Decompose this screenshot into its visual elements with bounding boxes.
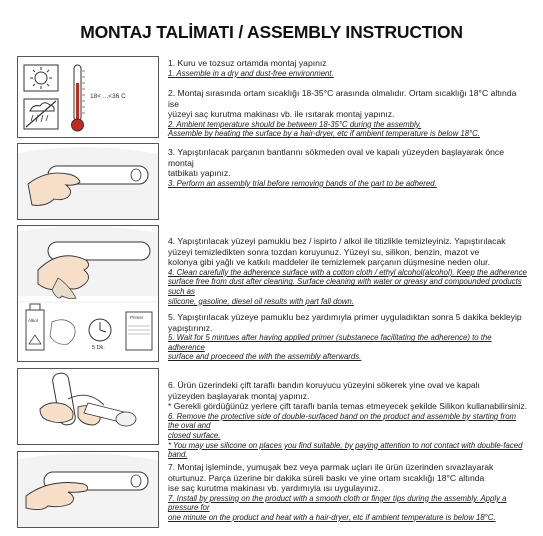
step-4-tr-line: yüzeyi temizledikten sonra tozdan koruyunuz. Yüzeyi su, silikon, benzin, mazot ve — [168, 246, 480, 257]
alcohol-bottle-icon — [26, 304, 44, 350]
figure-press-install — [17, 451, 159, 528]
step-3 — [168, 147, 528, 188]
figure-trial-fit — [17, 143, 159, 220]
step-7 — [168, 462, 528, 523]
thermometer-icon — [72, 65, 86, 131]
step-4-tr-line: 4. Yapıştırılacak yüzeyi pamuklu bez / ispirto / alkol ile titizlikle temizleyiniz. Yapıştırılacak — [168, 236, 506, 246]
clock-icon — [89, 319, 111, 341]
page-title: MONTAJ TALİMATI / ASSEMBLY INSTRUCTION — [80, 22, 463, 42]
step-2-tr-line: 2. Montaj sırasında ortam sıcaklığı 18-35°C arasında olmalıdır. Ortam sıcaklığı 18°C altında ise — [168, 88, 517, 109]
wait-time-label: 5 Dk. — [92, 345, 105, 351]
step-4-en-line: surface free from dust after cleaning. Surface cleaning with water or greasy and compounded products such as — [168, 277, 522, 296]
step-6 — [168, 380, 528, 460]
figure-environment — [17, 56, 159, 138]
step-4 — [168, 236, 528, 306]
step-5 — [168, 312, 528, 362]
step-1-tr-line: 1. Kuru ve tozsuz ortamda montaj yapınız — [168, 58, 327, 68]
temperature-range-label: 18< ...<36 C — [90, 93, 126, 100]
step-5-en-line: surface and proeceed the with the assembly afterwards. — [168, 352, 362, 362]
step-7-tr-line: oturtunuz. Parça üzerine bir dakika süreli baskı ve yine ortam sıcaklığı 18°C altında — [168, 472, 485, 483]
step-6-en-line: * You may use silicone on places you find suitable, by paying attention to not contact with double-faced band. — [168, 440, 523, 460]
step-1 — [168, 58, 528, 78]
step-3-tr-line: tatbikatı yapınız. — [168, 168, 231, 179]
step-7-tr-line: ise saç kurutma makinası vb. yardımıyla ısı uygulayınız. — [168, 483, 381, 494]
step-4-en-line: silicone, gasoline, diesel oil results with part fall down. — [168, 296, 354, 306]
step-7-tr-line: 7. Montaj işleminde, yumuşak bez veya parmak uçları ile ürün üzerinden sıvazlayarak — [168, 462, 494, 472]
step-2-en-line: 2. Ambient temperature should be between 18-35°C during the assembly. — [168, 119, 422, 129]
step-6-tr-line: * Gerekli gördüğünüz yerlere çift taraflı banla temas etmeyecek şekilde Silikon kullanabilirsiniz. — [168, 401, 528, 412]
step-1-en-line: 1. Assemble in a dry and dust-free environment. — [168, 68, 334, 78]
figure-cleaning-primer — [17, 225, 159, 362]
step-6-tr-line: 6. Ürün üzerindeki çift taraflı bandın koruyucu yüzeyini sökerek yine oval ve kapalı — [168, 380, 480, 390]
figure-peel-band — [17, 368, 159, 445]
bottle-label: Alkol — [28, 318, 38, 323]
step-2 — [168, 88, 528, 139]
cloth-icon — [50, 320, 75, 345]
step-6-en-line: 6. Remove the protective side of double-surfaced band on the product and assemble by starting from the oval and — [168, 411, 517, 431]
step-4-en-line: 4. Clean carefully the adherence surface with a cotton cloth / ethyl alcohol(alcohol). Keep the adherence — [168, 267, 527, 277]
rain-crossed-icon — [26, 101, 56, 127]
step-4-tr-line: kolonya gibi yağlı ve katkılı maddeler ile temizlemek parçanın düşmesine neden olur. — [168, 257, 490, 268]
step-5-en-line: 5. Wait for 5 mintues after having applied primer (substanece facilitating the adherence) to the adherence — [168, 333, 492, 352]
step-2-en-line: Assemble by heating the surface by a hair-dryer, etc if ambient temperature is below 18°C. — [168, 129, 480, 139]
step-7-en-line: 7. Install by pressing on the product with a smooth cloth or finger tips during the assembly. Apply a pressure for — [168, 493, 507, 513]
step-2-tr-line: yüzeyi saç kurutma makinası vb. ile ısıtarak montaj yapınız. — [168, 109, 395, 120]
step-3-tr-line: 3. Yapıştırılacak parçanın bantlarını sökmeden oval ve kapalı yüzeyden başlayarak önce montaj — [168, 147, 504, 168]
primer-label: Primer — [130, 315, 144, 320]
step-5-tr-line: 5. Yapıştırılacak yüzeye pamuklu bez yardımıyla primer uyguladıktan sonra 5 dakika bekleyip — [168, 312, 522, 322]
step-6-en-line: closed surface. — [168, 430, 221, 440]
step-5-tr-line: yapıştırınız. — [168, 322, 213, 333]
step-7-en-line: one minute on the product and heat with a hair-dryer, etc if ambient temperature is below 18°C. — [168, 512, 496, 522]
step-3-en-line: 3. Perform an assembly trial before removing bands of the part to be adhered. — [168, 178, 437, 188]
step-6-tr-line: yüzeyden başlayarak montaj yapınız. — [168, 390, 310, 401]
sun-icon — [30, 67, 52, 89]
